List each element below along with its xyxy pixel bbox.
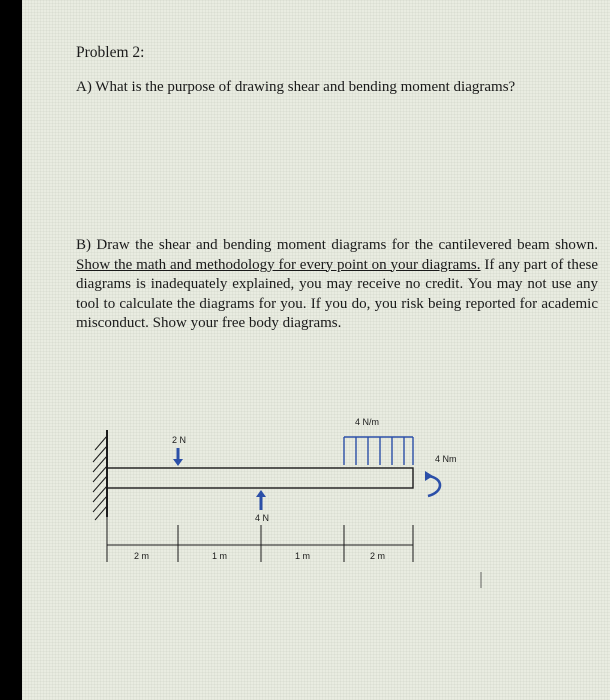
fixed-wall-support: [93, 430, 107, 520]
dimension-label-1: 2 m: [134, 551, 150, 561]
cantilever-beam: [107, 468, 413, 488]
point-load-up-arrow: [256, 490, 266, 510]
distributed-load: [344, 437, 413, 465]
point-load-up-label: 4 N: [255, 513, 270, 523]
dimension-label-4: 2 m: [370, 551, 386, 561]
part-b-text-1: B) Draw the shear and bending moment diagrams for the cantilevered beam shown.: [76, 237, 598, 253]
dimension-label-3: 1 m: [295, 551, 311, 561]
point-load-down-arrow: [173, 448, 183, 466]
question-part-b: [76, 236, 598, 334]
applied-moment-label: 4 Nm: [435, 454, 457, 464]
beam-figure: [0, 400, 610, 600]
part-b-underlined-instruction: Show the math and methodology for every point on your diagrams.: [76, 256, 481, 273]
applied-moment-symbol: [425, 471, 440, 496]
part-b-text-2: If any part of these diagrams is inadequately explained, you may receive no credit. You may not use any tool to calculate the diagrams for you. If you do, you risk being reported for academic misconduct. Show your free body diagrams.: [76, 256, 598, 331]
dimension-line: [107, 517, 413, 562]
point-load-down-label: 2 N: [172, 435, 187, 445]
distributed-load-label: 4 N/m: [355, 417, 380, 427]
question-part-a: A) What is the purpose of drawing shear and bending moment diagrams?: [76, 79, 516, 95]
dimension-label-2: 1 m: [212, 551, 228, 561]
problem-heading: Problem 2:: [76, 44, 145, 61]
